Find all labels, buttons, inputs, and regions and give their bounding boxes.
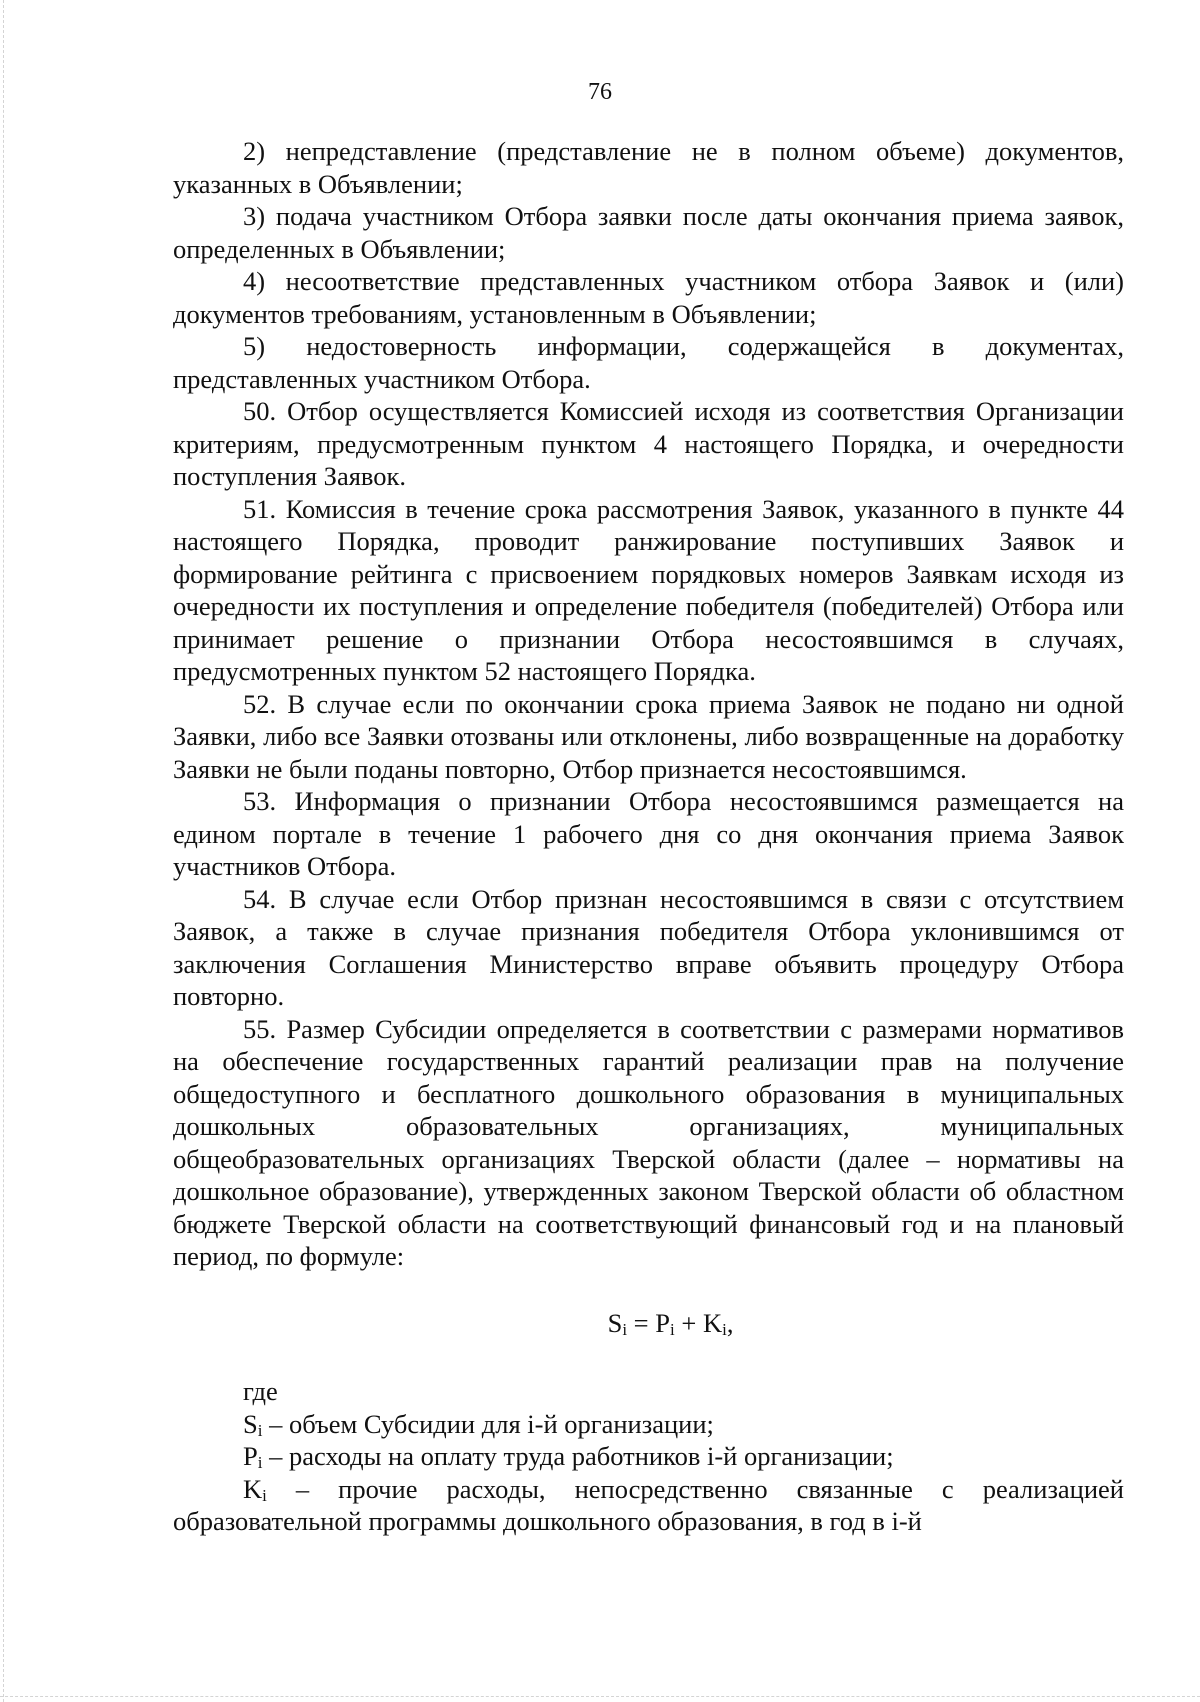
subsidy-formula bbox=[173, 1307, 1124, 1340]
document-body bbox=[173, 135, 1124, 1538]
definition-p-text: – расходы на оплату труда работников i-й организации; bbox=[262, 1441, 894, 1471]
definition-p-sub: i bbox=[257, 1453, 263, 1472]
formula-term-k-sub: i bbox=[722, 1319, 727, 1339]
where-label: где bbox=[243, 1376, 278, 1406]
paragraph-item-4: 4) несоответствие представленных участником отбора Заявок и (или) документов требованиям, установленным в Объявлении; bbox=[173, 266, 1124, 329]
formula-equals: = bbox=[627, 1307, 656, 1338]
definition-s bbox=[173, 1408, 1124, 1441]
page-number: 76 bbox=[588, 79, 612, 105]
paragraph-item-5: 5) недостоверность информации, содержащейся в документах, представленных участником Отбора. bbox=[173, 331, 1124, 394]
formula-term-p: P bbox=[655, 1307, 670, 1338]
paragraph-52: 52. В случае если по окончании срока приема Заявок не подано ни одной Заявки, либо все Заявки отозваны или отклонены, либо возвращенные на доработку Заявки не были поданы повторно, Отбор признается несостоявшимся. bbox=[173, 688, 1124, 784]
formula-term-k: K bbox=[702, 1307, 723, 1338]
paragraph-54: 54. В случае если Отбор признан несостоявшимся в связи с отсутствием Заявок, а также в случае признания победителя Отбора уклонившимся от заключения Соглашения Министерство вправе объявить процедуру Отбора повторно. bbox=[173, 883, 1124, 1011]
paragraph-55: 55. Размер Субсидии определяется в соответствии с размерами нормативов на обеспечение государственных гарантий реализации прав на получение общедоступного и бесплатного дошкольного образования в муниципальных дошкольных образовательных организациях, муниципальных общеобразовательных организациях Тверской области (далее – нормативы на дошкольное образование), утвержденных законом Тверской области об областном бюджете Тверской области на соответствующий финансовый год и на плановый период, по формуле: bbox=[173, 1013, 1124, 1271]
scan-edge-left bbox=[3, 0, 5, 1702]
definition-k-symbol: K bbox=[243, 1473, 263, 1504]
definition-s-text: – объем Субсидии для i-й организации; bbox=[262, 1408, 714, 1439]
definition-k-sub: i bbox=[262, 1485, 267, 1505]
paragraph-53: 53. Информация о признании Отбора несостоявшимся размещается на едином портале в течение 1 рабочего дня со дня окончания приема Заявок участников Отбора. bbox=[173, 786, 1124, 881]
paragraph-51: 51. Комиссия в течение срока рассмотрения Заявок, указанного в пункте 44 настоящего Порядка, проводит ранжирование поступивших Заявок и формирование рейтинга с присвоением порядковых номеров Заявкам исходя из очередности их поступления и определение победителя (победителей) Отбора или принимает решение о признании Отбора несостоявшимся в случаях, предусмотренных пунктом 52 настоящего Порядка. bbox=[173, 493, 1124, 686]
definition-s-symbol: S bbox=[243, 1408, 258, 1439]
definition-p bbox=[173, 1440, 1124, 1473]
paragraph-item-2: 2) непредставление (представление не в полном объеме) документов, указанных в Объявлении; bbox=[173, 136, 1124, 199]
formula-lhs-sub: i bbox=[622, 1319, 628, 1339]
definition-k-text: – прочие расходы, непосредственно связанные с реализацией образовательной программы дошкольного образования, в год в i-й bbox=[173, 1473, 1124, 1536]
formula-lhs: S bbox=[607, 1307, 623, 1338]
definition-s-sub: i bbox=[257, 1420, 263, 1440]
paragraph-50: 50. Отбор осуществляется Комиссией исходя из соответствия Организации критериям, предусмотренным пунктом 4 настоящего Порядка, и очередности поступления Заявок. bbox=[173, 396, 1124, 491]
paragraph-item-3: 3) подача участником Отбора заявки после даты окончания приема заявок, определенных в Объявлении; bbox=[173, 201, 1124, 264]
formula-tail: , bbox=[726, 1307, 734, 1338]
definition-k bbox=[173, 1473, 1124, 1538]
definition-p-symbol: P bbox=[243, 1441, 258, 1471]
formula-plus: + bbox=[674, 1307, 703, 1338]
formula-term-p-sub: i bbox=[670, 1319, 675, 1339]
scan-edge-bottom bbox=[0, 1696, 1200, 1698]
